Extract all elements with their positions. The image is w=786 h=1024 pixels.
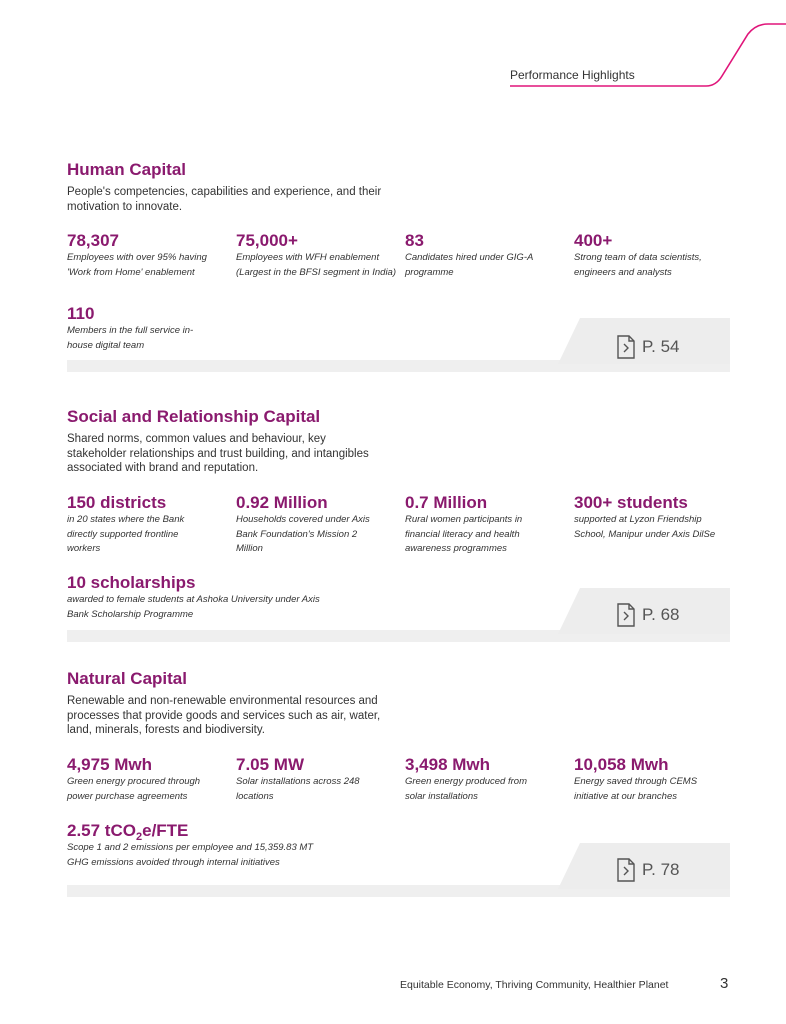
stat-label: Members in the full service in-house digital team xyxy=(67,325,194,351)
stat-item xyxy=(574,755,704,804)
stat-item xyxy=(67,304,217,353)
stat-value xyxy=(67,821,337,841)
stat-label: Rural women participants in financial literacy and health awareness programmes xyxy=(405,514,523,554)
stat-label: Employees with WFH enablement (Largest in the BFSI segment in India) xyxy=(236,252,396,278)
page-reference-link[interactable] xyxy=(616,335,680,359)
stat-value: 83 xyxy=(405,231,424,250)
stat-item xyxy=(236,231,396,280)
section-description: Shared norms, common values and behaviour, key stakeholder relationships and trust building, and intangibles associated with brand and reputation. xyxy=(67,433,369,474)
stat-label: Strong team of data scientists, engineers and analysts xyxy=(574,252,702,278)
page-reference-link[interactable] xyxy=(616,603,680,627)
stat-value: 78,307 xyxy=(67,231,119,250)
stat-label: Employees with over 95% having 'Work from Home' enablement xyxy=(67,252,207,278)
stat-value: 400+ xyxy=(574,231,613,250)
stat-item xyxy=(67,493,202,557)
page-reference-link[interactable] xyxy=(616,858,680,882)
stat-value: 4,975 Mwh xyxy=(67,755,153,774)
stat-value-subscript: 2 xyxy=(135,831,143,843)
stat-value: 10,058 Mwh xyxy=(574,755,669,774)
stat-label: Green energy procured through power purchase agreements xyxy=(67,776,201,802)
stat-label: Solar installations across 248 locations xyxy=(236,776,360,802)
stat-label: Green energy produced from solar installations xyxy=(405,776,527,802)
stat-value: 150 districts xyxy=(67,493,167,512)
section-title: Social and Relationship Capital xyxy=(67,407,321,426)
stat-label: awarded to female students at Ashoka University under Axis Bank Scholarship Programme xyxy=(67,594,320,620)
stat-value: 75,000+ xyxy=(236,231,298,250)
stat-value: 10 scholarships xyxy=(67,573,196,592)
page-reference-text: P. 54 xyxy=(642,337,680,356)
page-reference-text: P. 78 xyxy=(642,860,680,879)
stat-value: 300+ students xyxy=(574,493,688,512)
stat-item xyxy=(236,493,386,557)
page-arrow-icon xyxy=(616,858,636,882)
stat-value-suffix: e/FTE xyxy=(142,821,189,840)
footer-tagline: Equitable Economy, Thriving Community, Healthier Planet xyxy=(400,979,669,991)
stat-label: supported at Lyzon Friendship School, Manipur under Axis DilSe xyxy=(574,514,716,540)
section-title: Natural Capital xyxy=(67,669,187,688)
header-title: Performance Highlights xyxy=(510,68,635,82)
section-description: Renewable and non-renewable environmental resources and processes that provide goods and services such as air, water, land, minerals, forests and biodiversity. xyxy=(67,695,381,736)
stat-item xyxy=(405,493,545,557)
stat-value-prefix: 2.57 tCO xyxy=(67,821,136,840)
stat-item xyxy=(67,755,217,804)
stat-value: 3,498 Mwh xyxy=(405,755,491,774)
page-reference-text: P. 68 xyxy=(642,605,680,624)
section-description: People's competencies, capabilities and experience, and their motivation to innovate. xyxy=(67,186,382,213)
stat-value: 7.05 MW xyxy=(236,755,305,774)
stat-item xyxy=(405,231,555,280)
stat-label: Candidates hired under GIG-A programme xyxy=(405,252,533,278)
section-title: Human Capital xyxy=(67,160,187,179)
stat-label: Scope 1 and 2 emissions per employee and 15,359.83 MT GHG emissions avoided through internal initiatives xyxy=(67,842,314,868)
stat-label: in 20 states where the Bank directly supported frontline workers xyxy=(67,514,185,554)
stat-label: Households covered under Axis Bank Foundation's Mission 2 Million xyxy=(236,514,370,554)
stat-value: 110 xyxy=(67,304,95,323)
header-accent-curve xyxy=(0,0,786,100)
page-arrow-icon xyxy=(616,603,636,627)
stat-item xyxy=(67,231,227,280)
stat-item xyxy=(574,231,724,280)
page-number: 3 xyxy=(720,975,729,992)
stat-label: Energy saved through CEMS initiative at our branches xyxy=(574,776,698,802)
stat-value: 0.92 Million xyxy=(236,493,328,512)
stat-item xyxy=(67,573,337,622)
stat-item xyxy=(236,755,361,804)
stat-value: 0.7 Million xyxy=(405,493,488,512)
page-arrow-icon xyxy=(616,335,636,359)
stat-item xyxy=(67,821,337,870)
stat-item xyxy=(405,755,545,804)
stat-item xyxy=(574,493,734,542)
